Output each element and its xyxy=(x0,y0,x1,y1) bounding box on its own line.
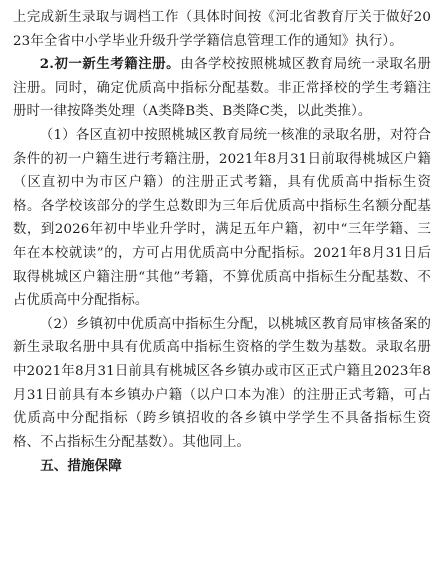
paragraph-1: 上完成新生录取与调档工作（具体时间按《河北省教育厅关于做好2023年全省中小学毕业升级升学学籍信息管理工作的通知》执行）。 xyxy=(13,10,431,49)
paragraph-4: （2）乡镇初中优质高中指标生分配，以桃城区教育局审核备案的新生录取名册中具有优质高中指标生资格的学生数为基数。录取名册中2021年8月31日前具有桃城区各乡镇办或市区正式户籍且2023年8月31日前具有本乡镇办户籍（以户口本为准）的注册正式考籍，可占优质高中分配指标（跨乡镇招收的各乡镇中学学生不具备指标生资格、不占指标生分配基数）。其他同上。 xyxy=(13,316,431,450)
section-heading-5: 五、措施保障 xyxy=(40,458,122,475)
document-body xyxy=(13,6,431,478)
paragraph-2-heading: 2.初一新生考籍注册。 xyxy=(39,56,181,73)
paragraph-2 xyxy=(13,53,431,124)
paragraph-3: （1）各区直初中按照桃城区教育局统一核准的录取名册，对符合条件的初一户籍生进行考籍注册，2021年8月31日前取得桃城区户籍（区直初中为市区户籍）的注册正式考籍，具有优质高中指标生资格。各学校该部分的学生总数即为三年后优质高中指标生名额分配基数，到2026年初中毕业升学时，满足五年户籍，初中“三年学籍、三年在本校就读”的，方可占用优质高中分配指标。2021年8月31日后取得桃城区户籍注册“其他”考籍，不算优质高中指标生分配基数、不占优质高中分配指标。 xyxy=(13,127,431,309)
paragraph-2-body: 由各学校按照桃城区教育局统一录取名册注册。同时，确定优质高中指标分配基数。非正常择校的学生考籍注册时一律按降类处理（A类降B类、B类降C类，以此类推）。 xyxy=(13,57,431,120)
